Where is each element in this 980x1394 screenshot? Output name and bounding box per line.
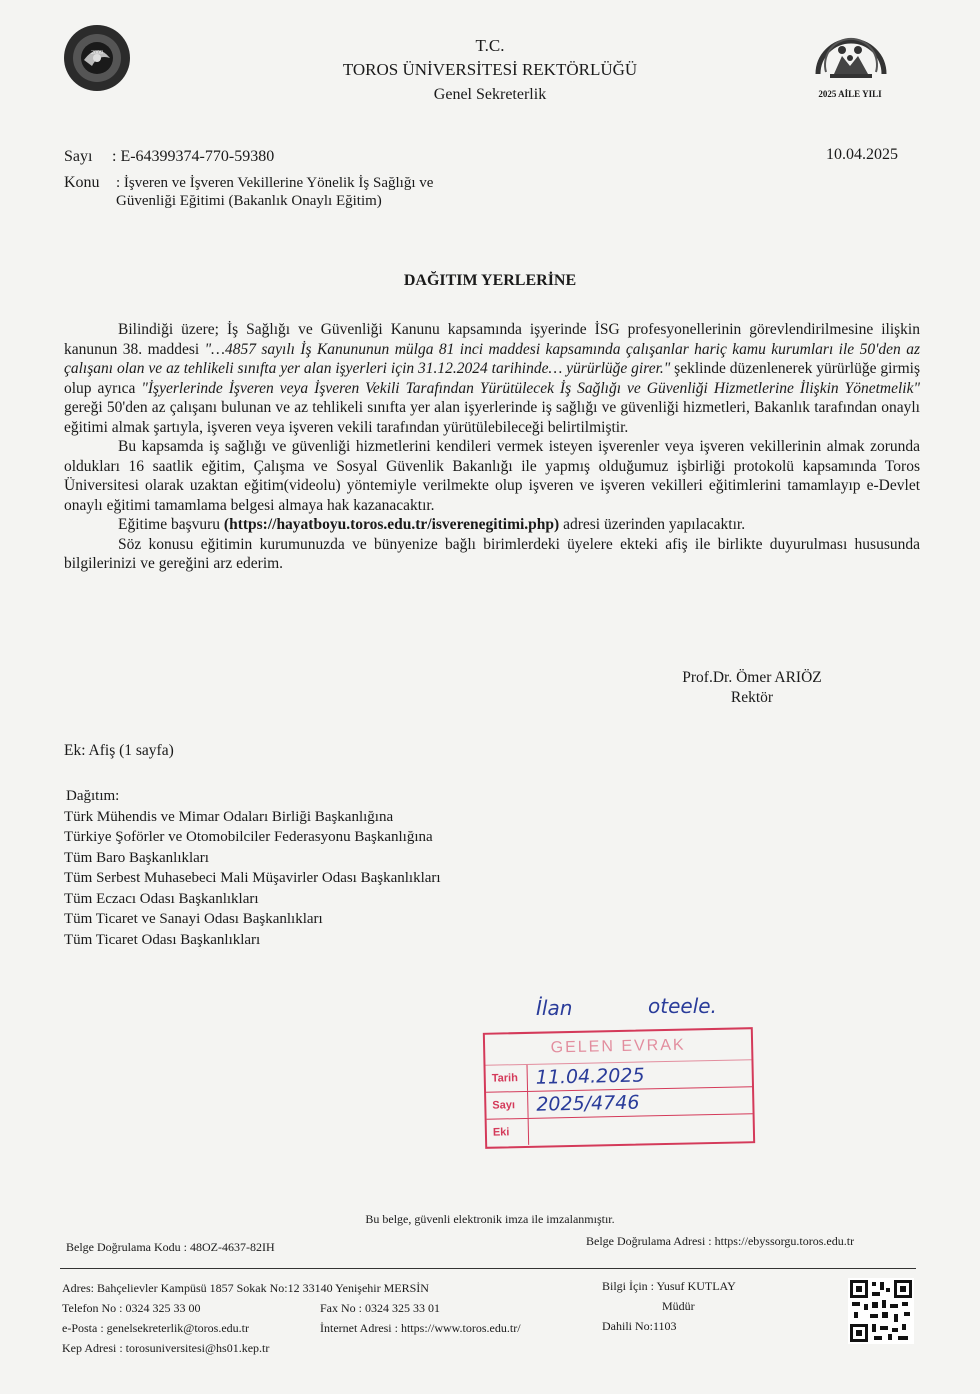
konu-row [64,174,434,209]
law-quote: "…4857 sayılı İş Kanununun mülga 81 inci maddesi kapsamında çalışanlar hariç kamu kurumları ile 50'den az çalışanı olan ve az tehlikeli sınıfta yer alan işyerleri için 31.12.2024 tarihinde… yürürlüğe girer." [64,340,920,377]
qr-code-icon [848,1278,914,1344]
family-year-caption: 2025 AİLE YILI [818,89,882,99]
stamp-date-label: Tarih [486,1065,529,1092]
stamp-number-value: 2025/4746 [536,1091,640,1116]
footer-info-person: Bilgi İçin : Yusuf KUTLAY [602,1279,736,1293]
document-title: DAĞITIM YERLERİNE [403,272,577,289]
footer-phone: Telefon No : 0324 325 33 00 [62,1301,201,1315]
list-item: Tüm Ticaret Odası Başkanlıkları [64,931,261,948]
esign-notice: Bu belge, güvenli elektronik imza ile imzalanmıştır. [365,1212,615,1226]
signatory-name: Prof.Dr. Ömer ARIÖZ [682,669,822,686]
incoming-document-stamp [483,1027,755,1149]
distribution-label: Dağıtım: [66,788,120,804]
paragraph-4: Söz konusu eğitimin kurumunuzda ve bünyenize bağlı birimlerdeki üyelere ekteki afiş ile birlikte duyurulması hususunda bilgilerinizi ve gereğini arz ederim. [64,535,920,572]
stamp-attachment-label: Eki [487,1119,530,1146]
signature-block [662,668,842,708]
handwritten-note-right: oteele. [648,994,717,1018]
list-item: Tüm Eczacı Odası Başkanlıkları [64,890,259,907]
header-university: TOROS ÜNİVERSİTESİ REKTÖRLÜĞÜ [342,60,638,79]
paragraph-2: Bu kapsamda iş sağlığı ve güvenliği hizmetlerini kendileri vermek isteyen işverenler veya işveren vekillerinin almak zorunda oldukları 16 saatlik eğitim, Çalışma ve Sosyal Güvenlik Bakanlığı ile yapmış olduğumuz işbirliği protokolü kapsamında Toros Üniversitesi olarak uzaktan eğitim(videolu) yöntemiyle verilmekte olup işveren ve işveren vekilleri eğitimlerini tamamlayıp e-Devlet onaylı eğitimi tamamlama belgesi almaya hak kazanacaktır. [64,438,920,514]
footer-contact-2 [320,1298,521,1338]
paragraph-1: Bilindiği üzere; İş Sağlığı ve Güvenliği Kanunu kapsamında işyerinde İSG profesyonellerinin görevlendirilmesine ilişkin kanunun 38. maddesi "…4857 sayılı İş Kanununun mülga 81 inci maddesi kapsamında çalışanlar hariç kamu kurumları ile 50'den az çalışanı olan ve az tehlikeli sınıfta yer alan işyerleri için 31.12.2024 tarihinde… yürürlüğe girer." şeklinde düzenlenerek yürürlüğe girmiş olup ayrıca "İşyerlerinde İşveren veya İşveren Vekili Tarafından Yürütülecek İş Sağlığı ve Güvenliği Hizmetlerine İlişkin Yönetmelik" gereği 50'den az çalışanı bulunan ve az tehlikeli sınıfta yer alan işyerlerinde iş sağlığı ve güvenliği hizmetleri, Bakanlık tarafından onaylı eğitimi almak şartıyla, işveren veya işveren vekili tarafından yürütülebileceği belirtilmiştir. [64,321,920,436]
sayi-row [64,148,274,166]
distribution-list [64,786,441,950]
document-date: 10.04.2025 [826,146,898,163]
document-body [64,320,920,574]
sayi-value: : E-64399374-770-59380 [112,148,275,165]
list-item: Tüm Baro Başkanlıkları [64,849,209,866]
list-item: Türkiye Şoförler ve Otomobilciler Federasyonu Başkanlığına [64,829,433,845]
signatory-role: Rektör [730,689,774,706]
footer-address: Adres: Bahçelievler Kampüsü 1857 Sokak No:12 33140 Yenişehir MERSİN [62,1281,429,1295]
verification-address[interactable]: Belge Doğrulama Adresi : https://ebyssorgu.toros.edu.tr [586,1234,855,1248]
sayi-label: Sayı [64,148,93,165]
university-logo-year: 2009 [91,50,103,56]
footer-divider [60,1268,916,1269]
verification-code: Belge Doğrulama Kodu : 48OZ-4637-82IH [66,1240,275,1254]
application-link[interactable]: (https://hayatboyu.toros.edu.tr/isverenegitimi.php) [223,516,560,533]
footer-web[interactable]: İnternet Adresi : https://www.toros.edu.tr/ [320,1321,521,1335]
paragraph-3: Eğitime başvuru (https://hayatboyu.toros.edu.tr/isverenegitimi.php) adresi üzerinden yapılacaktır. [118,516,746,533]
konu-value: : İşveren ve İşveren Vekillerine Yönelik İş Sağlığı ve Güvenliği Eğitimi (Bakanlık Onaylı Eğitim) [116,175,434,209]
konu-label: Konu [64,174,100,191]
list-item: Tüm Serbest Muhasebeci Mali Müşavirler Odası Başkanlıkları [64,870,441,886]
footer-extension: Dahili No:1103 [602,1319,677,1333]
list-item: Türk Mühendis ve Mimar Odaları Birliği Başkanlığına [64,808,394,825]
list-item: Tüm Ticaret ve Sanayi Odası Başkanlıkları [64,911,323,927]
stamp-number-label: Sayı [486,1092,529,1119]
footer-info [602,1276,736,1336]
footer-info-role: Müdür [662,1299,695,1313]
header-tc: T.C. [475,36,505,55]
footer-kep[interactable]: Kep Adresi : torosuniversitesi@hs01.kep.tr [62,1341,270,1355]
handwritten-note-left: İlan [536,996,573,1020]
footer-fax: Fax No : 0324 325 33 01 [320,1301,440,1315]
header-department: Genel Sekreterlik [433,86,547,103]
regulation-title: "İşyerlerinde İşveren veya İşveren Vekili Tarafından Yürütülecek İş Sağlığı ve Güvenliği Hizmetlerine İlişkin Yönetmelik" [141,379,920,397]
stamp-title: GELEN EVRAK [485,1029,752,1066]
stamp-date-value: 11.04.2025 [535,1064,645,1089]
footer-email[interactable]: e-Posta : genelsekreterlik@toros.edu.tr [62,1321,249,1335]
stamp-row-attachment [487,1114,753,1146]
attachment-line: Ek: Afiş (1 sayfa) [64,742,174,759]
